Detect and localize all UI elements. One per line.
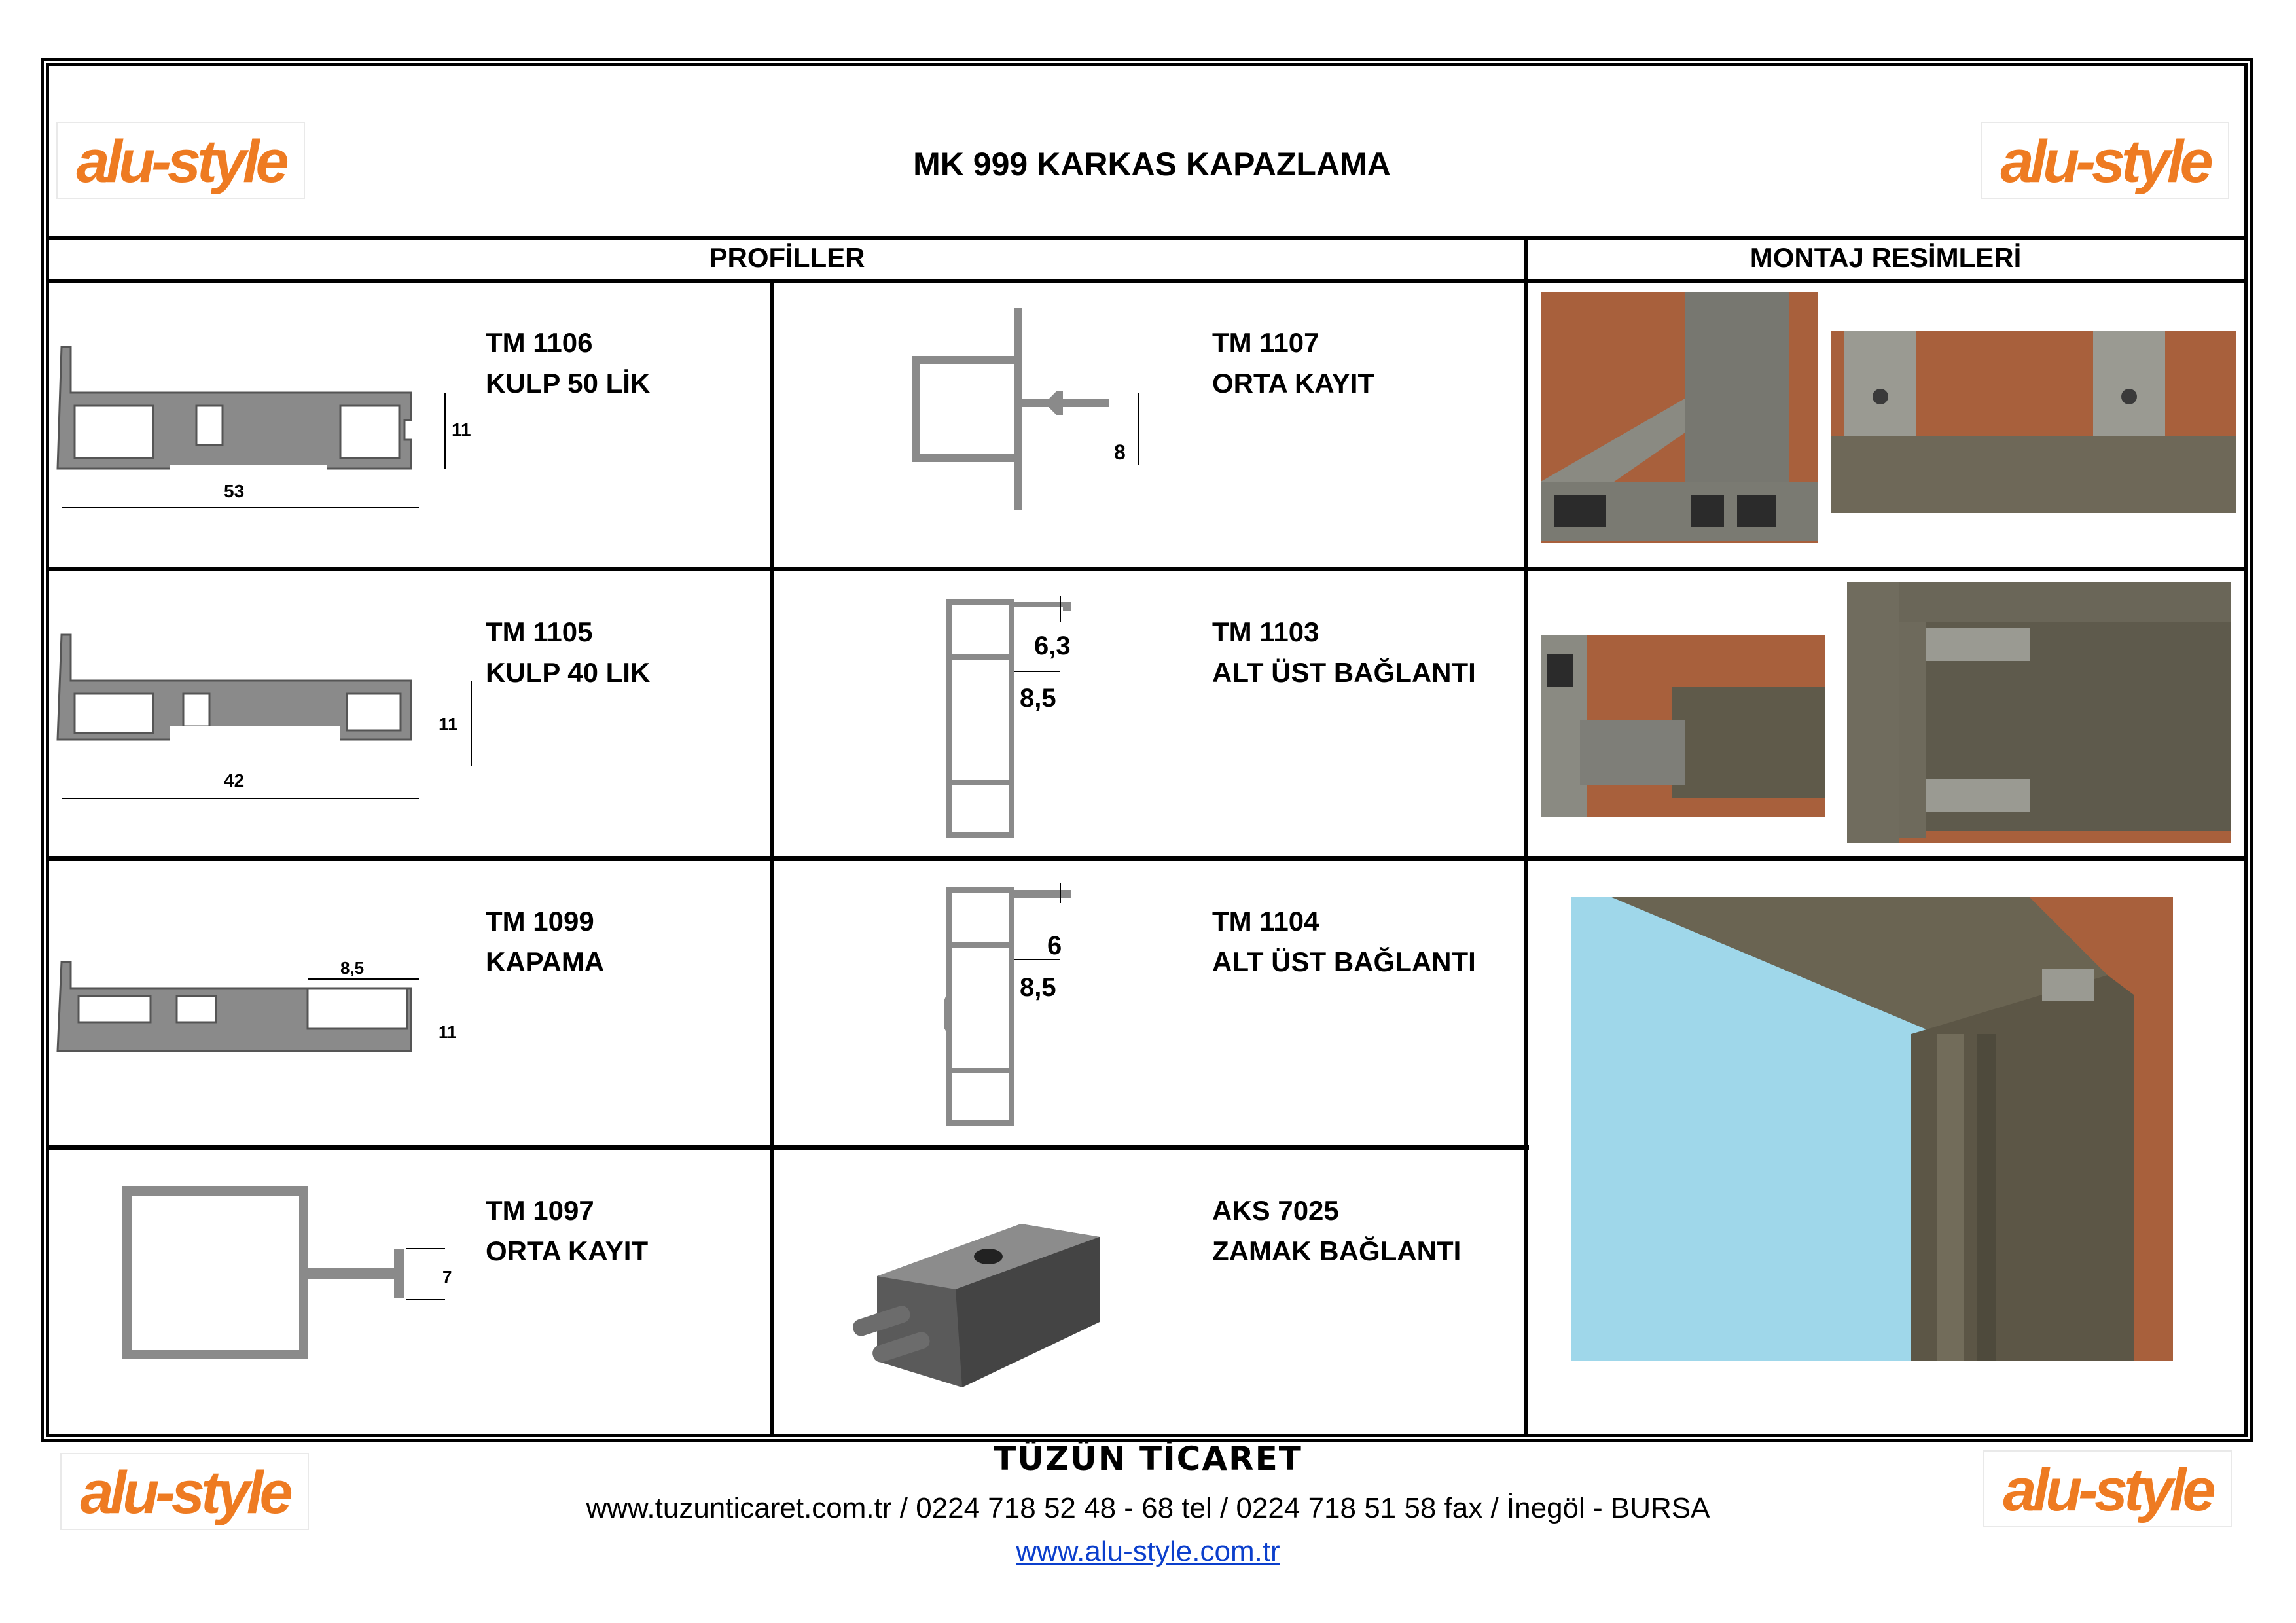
profile-name-tm1103: ALT ÜST BAĞLANTI [1212, 657, 1476, 688]
zamak-connector-drawing [838, 1191, 1113, 1407]
logo-top-right: alu-style [1981, 122, 2229, 199]
assembly-photo-3 [1541, 635, 1825, 817]
logo-top-left: alu-style [56, 122, 305, 199]
profile-drawing-tm1106 [52, 340, 484, 530]
svg-text:8,5: 8,5 [1020, 684, 1056, 713]
profile-name-tm1104: ALT ÜST BAĞLANTI [1212, 946, 1476, 977]
svg-text:6,3: 6,3 [1034, 632, 1071, 660]
svg-text:6: 6 [1047, 931, 1062, 960]
svg-text:42: 42 [224, 770, 245, 791]
grid-line-row3 [46, 1145, 1529, 1150]
footer-website-link[interactable]: www.alu-style.com.tr [1016, 1535, 1280, 1567]
grid-line-col2 [1524, 236, 1528, 1437]
logo-bottom-left: alu-style [60, 1453, 309, 1530]
assembly-photo-4 [1847, 582, 2231, 843]
profile-code-tm1103: TM 1103 [1212, 616, 1319, 647]
profile-name-tm1105: KULP 40 LIK [486, 657, 651, 688]
assembly-photo-2 [1831, 331, 2236, 513]
profile-name-tm1097: ORTA KAYIT [486, 1236, 649, 1266]
profile-drawing-tm1105 [52, 628, 484, 818]
page-title: MK 999 KARKAS KAPAZLAMA [913, 146, 1391, 183]
profile-drawing-tm1107 [903, 301, 1165, 517]
logo-bottom-right: alu-style [1983, 1450, 2232, 1527]
svg-text:11: 11 [439, 714, 458, 734]
footer-company: TÜZÜN TİCARET [994, 1440, 1302, 1478]
profile-name-tm1106: KULP 50 LİK [486, 368, 651, 399]
grid-line-colhead [46, 279, 2248, 283]
svg-text:11: 11 [439, 1022, 457, 1042]
dim-53: 53 [224, 481, 245, 501]
svg-text:8,5: 8,5 [340, 958, 365, 978]
svg-text:7: 7 [442, 1267, 452, 1287]
profile-drawing-tm1104 [936, 877, 1145, 1132]
grid-line-col1 [770, 279, 774, 1437]
profile-code-aks7025: AKS 7025 [1212, 1195, 1339, 1226]
profile-code-tm1104: TM 1104 [1212, 906, 1319, 936]
profile-drawing-tm1099 [52, 955, 484, 1086]
svg-text:8,5: 8,5 [1020, 973, 1056, 1002]
footer-contact: www.tuzunticaret.com.tr / 0224 718 52 48 - 68 tel / 0224 718 51 58 fax / İnegöl - BURSA [586, 1492, 1710, 1524]
profile-code-tm1099: TM 1099 [486, 906, 594, 936]
grid-line-row1 [46, 567, 2248, 571]
column-header-assembly: MONTAJ RESİMLERİ [1749, 242, 2022, 273]
profile-name-tm1099: KAPAMA [486, 946, 605, 977]
profile-drawing-tm1103 [936, 589, 1145, 844]
column-header-profiles: PROFİLLER [709, 242, 865, 273]
profile-name-tm1107: ORTA KAYIT [1212, 368, 1375, 399]
profile-code-tm1105: TM 1105 [486, 616, 593, 647]
profile-code-tm1106: TM 1106 [486, 327, 593, 358]
profile-name-aks7025: ZAMAK BAĞLANTI [1212, 1236, 1462, 1266]
dim-11: 11 [452, 419, 471, 440]
profile-drawing-tm1097 [118, 1178, 471, 1374]
grid-line-header [46, 236, 2248, 240]
assembly-photo-1 [1541, 292, 1818, 543]
assembly-photo-5 [1571, 897, 2173, 1361]
svg-text:8: 8 [1114, 440, 1126, 464]
grid-line-row2 [46, 856, 2248, 861]
profile-code-tm1097: TM 1097 [486, 1195, 594, 1226]
profile-code-tm1107: TM 1107 [1212, 327, 1319, 358]
